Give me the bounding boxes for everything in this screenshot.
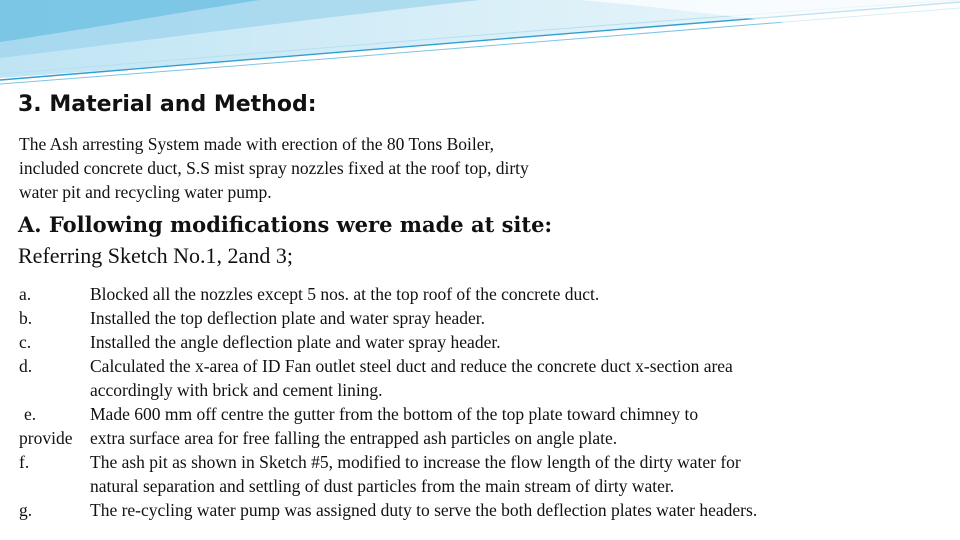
list-marker-overflow: provide [19, 428, 73, 448]
list-marker: e. [24, 404, 37, 424]
list-marker: g. [19, 500, 33, 520]
list-item-b [0, 306, 960, 330]
list-marker: a. [19, 284, 32, 304]
list-item-f [0, 450, 960, 498]
list-item-text-continued: natural separation and settling of dust particles from the main stream of dirty water. [90, 476, 675, 496]
list-item-text: Blocked all the nozzles except 5 nos. at the top roof of the concrete duct. [90, 284, 600, 304]
list-marker: c. [19, 332, 32, 352]
list-item-g [0, 498, 960, 522]
list-item-text: Installed the angle deflection plate and water spray header. [90, 332, 501, 352]
intro-paragraph [19, 132, 691, 204]
list-item-text: The ash pit as shown in Sketch #5, modified to increase the flow length of the dirty water for [90, 452, 741, 472]
section-subline: Referring Sketch No.1, 2and 3; [18, 243, 293, 268]
list-item-text-continued: extra surface area for free falling the entrapped ash particles on angle plate. [90, 428, 618, 448]
list-item-text: Calculated the x-area of ID Fan outlet steel duct and reduce the concrete duct x-section area [90, 356, 733, 376]
intro-line: water pit and recycling water pump. [19, 182, 272, 202]
list-marker: b. [19, 308, 33, 328]
list-item-text: The re-cycling water pump was assigned duty to serve the both deflection plates water headers. [90, 500, 758, 520]
list-marker: f. [19, 452, 30, 472]
list-item-text: Made 600 mm off centre the gutter from the bottom of the top plate toward chimney to [90, 404, 699, 424]
list-item-text-continued: accordingly with brick and cement lining. [90, 380, 383, 400]
list-item-c [0, 330, 960, 354]
list-item-e [0, 402, 960, 450]
modifications-list [0, 282, 960, 522]
list-marker: d. [19, 356, 33, 376]
list-item-text: Installed the top deflection plate and water spray header. [90, 308, 486, 328]
intro-line: The Ash arresting System made with erection of the 80 Tons Boiler, [19, 134, 495, 154]
header-wave-decoration [0, 0, 960, 90]
section-heading: A. Following modifications were made at site: [18, 212, 553, 237]
intro-line: included concrete duct, S.S mist spray nozzles fixed at the roof top, dirty [19, 158, 529, 178]
slide-heading: 3. Material and Method: [18, 92, 317, 117]
list-item-d [0, 354, 960, 402]
list-item-a [0, 282, 960, 306]
